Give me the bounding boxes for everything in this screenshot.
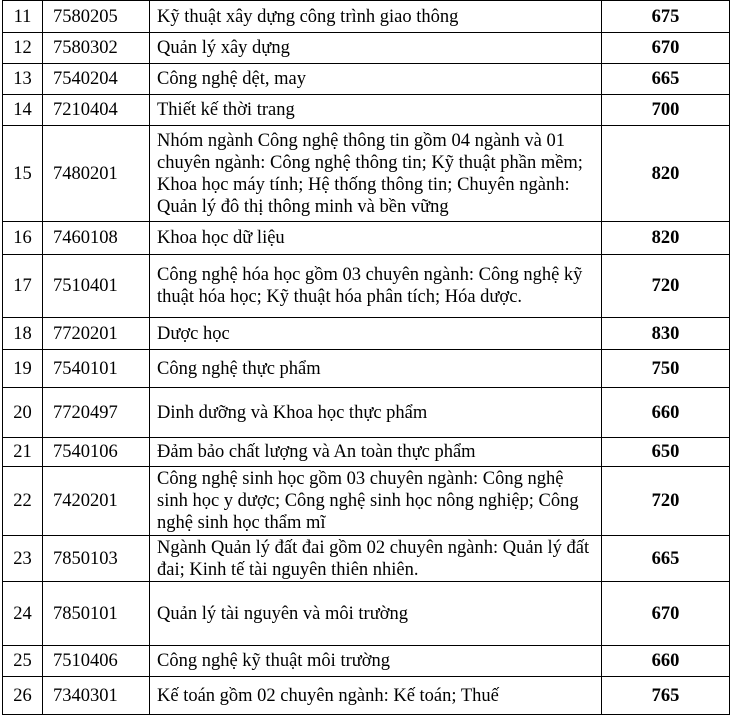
- major-name: Nhóm ngành Công nghệ thông tin gồm 04 ngành và 01 chuyên ngành: Công nghệ thông tin; Kỹ thuật phần mềm; Khoa học máy tính; Hệ thống thông tin; Chuyên ngành: Quản lý đô thị thông minh và bền vững: [150, 126, 602, 222]
- table-row: [3, 1, 730, 33]
- score: 700: [602, 95, 730, 126]
- row-number: 12: [3, 33, 43, 64]
- major-name: Công nghệ sinh học gồm 03 chuyên ngành: Công nghệ sinh học y dược; Công nghệ sinh học nông nghiệp; Công nghệ sinh học thẩm mĩ: [150, 467, 602, 536]
- major-name: Công nghệ dệt, may: [150, 64, 602, 95]
- table-row: [3, 64, 730, 95]
- row-number: 16: [3, 222, 43, 255]
- major-name: Ngành Quản lý đất đai gồm 02 chuyên ngành: Quản lý đất đai; Kinh tế tài nguyên thiên nhiên.: [150, 536, 602, 582]
- major-name: Đảm bảo chất lượng và An toàn thực phẩm: [150, 438, 602, 467]
- major-name: Công nghệ kỹ thuật môi trường: [150, 646, 602, 677]
- major-name: Quản lý xây dựng: [150, 33, 602, 64]
- table-row: [3, 536, 730, 582]
- major-name: Thiết kế thời trang: [150, 95, 602, 126]
- score: 720: [602, 467, 730, 536]
- row-number: 11: [3, 1, 43, 33]
- major-code: 7510401: [43, 255, 150, 318]
- score: 660: [602, 646, 730, 677]
- admission-score-table: [2, 0, 730, 715]
- score: 720: [602, 255, 730, 318]
- score: 765: [602, 677, 730, 715]
- major-name: Dược học: [150, 318, 602, 350]
- row-number: 24: [3, 582, 43, 646]
- table-row: [3, 677, 730, 715]
- major-code: 7540101: [43, 350, 150, 388]
- major-name: Kỹ thuật xây dựng công trình giao thông: [150, 1, 602, 33]
- score: 820: [602, 222, 730, 255]
- score: 750: [602, 350, 730, 388]
- major-code: 7510406: [43, 646, 150, 677]
- major-code: 7850103: [43, 536, 150, 582]
- score: 665: [602, 536, 730, 582]
- major-code: 7340301: [43, 677, 150, 715]
- major-code: 7720497: [43, 388, 150, 438]
- row-number: 18: [3, 318, 43, 350]
- major-name: Kế toán gồm 02 chuyên ngành: Kế toán; Thuế: [150, 677, 602, 715]
- score: 675: [602, 1, 730, 33]
- row-number: 22: [3, 467, 43, 536]
- major-code: 7580205: [43, 1, 150, 33]
- score: 665: [602, 64, 730, 95]
- score: 650: [602, 438, 730, 467]
- table-row: [3, 646, 730, 677]
- score: 670: [602, 33, 730, 64]
- row-number: 26: [3, 677, 43, 715]
- score: 820: [602, 126, 730, 222]
- major-code: 7540204: [43, 64, 150, 95]
- row-number: 13: [3, 64, 43, 95]
- row-number: 21: [3, 438, 43, 467]
- table-row: [3, 33, 730, 64]
- major-name: Dinh dưỡng và Khoa học thực phẩm: [150, 388, 602, 438]
- table-row: [3, 467, 730, 536]
- major-code: 7210404: [43, 95, 150, 126]
- table-body: [3, 1, 730, 715]
- score: 660: [602, 388, 730, 438]
- row-number: 14: [3, 95, 43, 126]
- row-number: 17: [3, 255, 43, 318]
- table-row: [3, 255, 730, 318]
- table-row: [3, 126, 730, 222]
- major-code: 7460108: [43, 222, 150, 255]
- row-number: 23: [3, 536, 43, 582]
- row-number: 25: [3, 646, 43, 677]
- row-number: 15: [3, 126, 43, 222]
- major-code: 7420201: [43, 467, 150, 536]
- table-row: [3, 222, 730, 255]
- table-row: [3, 95, 730, 126]
- major-code: 7580302: [43, 33, 150, 64]
- row-number: 20: [3, 388, 43, 438]
- score: 670: [602, 582, 730, 646]
- major-code: 7540106: [43, 438, 150, 467]
- major-name: Công nghệ hóa học gồm 03 chuyên ngành: Công nghệ kỹ thuật hóa học; Kỹ thuật hóa phân tích; Hóa dược.: [150, 255, 602, 318]
- table-row: [3, 318, 730, 350]
- major-code: 7480201: [43, 126, 150, 222]
- major-code: 7850101: [43, 582, 150, 646]
- table-row: [3, 350, 730, 388]
- major-code: 7720201: [43, 318, 150, 350]
- table-row: [3, 388, 730, 438]
- major-name: Quản lý tài nguyên và môi trường: [150, 582, 602, 646]
- major-name: Khoa học dữ liệu: [150, 222, 602, 255]
- table-row: [3, 438, 730, 467]
- row-number: 19: [3, 350, 43, 388]
- major-name: Công nghệ thực phẩm: [150, 350, 602, 388]
- table-row: [3, 582, 730, 646]
- score: 830: [602, 318, 730, 350]
